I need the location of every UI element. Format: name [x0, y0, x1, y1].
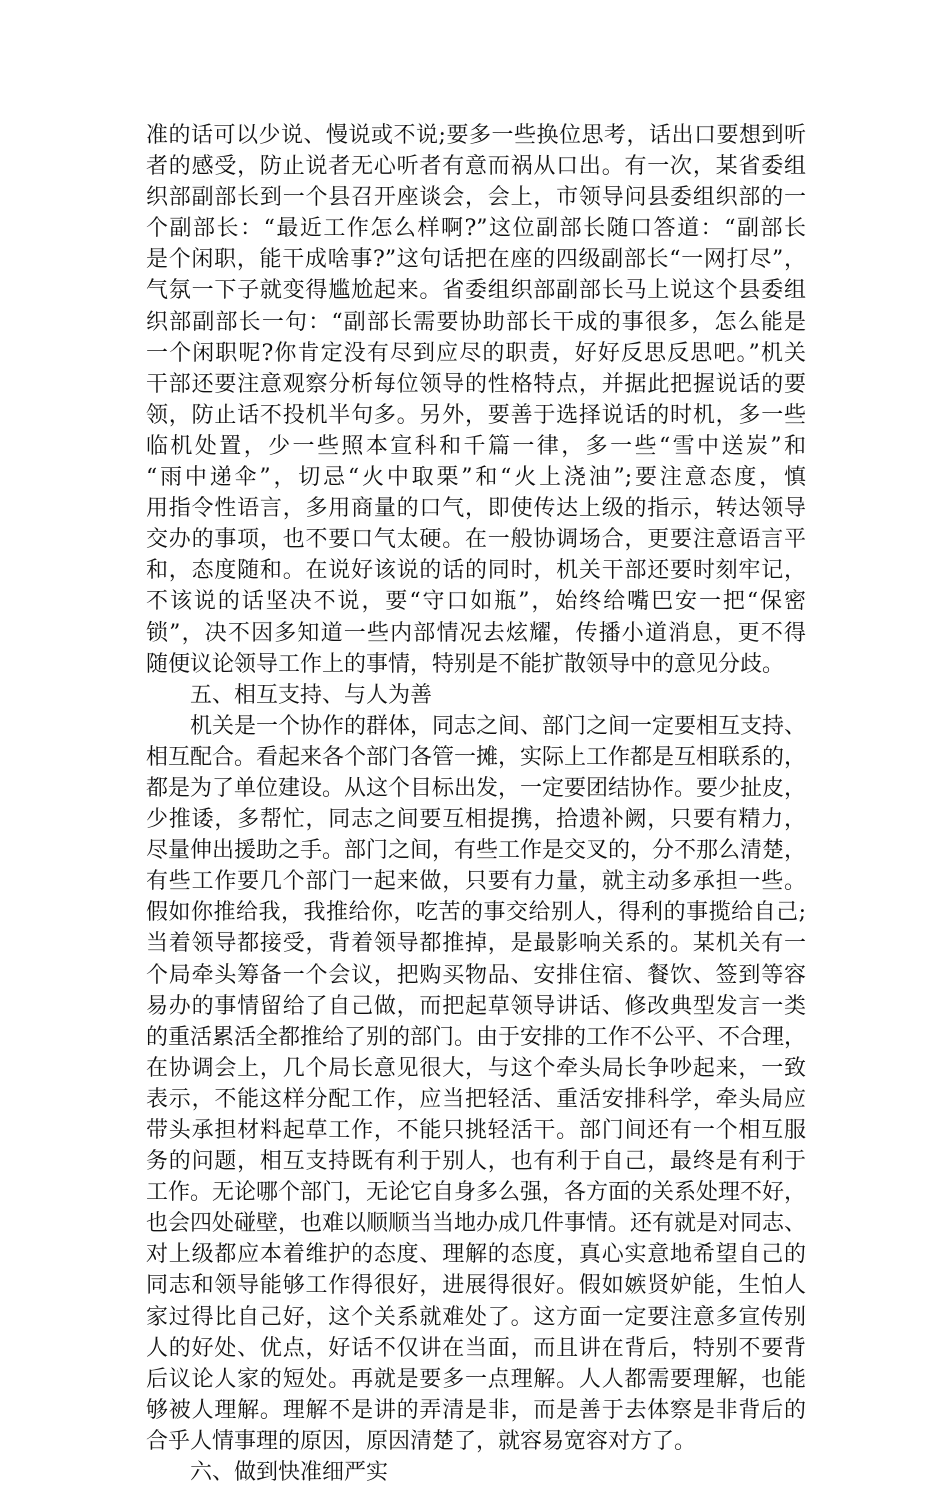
paragraph-line: 随便议论领导工作上的事情，特别是不能扩散领导中的意见分歧。 — [146, 651, 785, 677]
paragraph-line: 者的感受，防止说者无心听者有意而祸从口出。有一次，某省委组 — [146, 154, 806, 180]
paragraph-line: 家过得比自己好，这个关系就难处了。这方面一定要注意多宣传别 — [146, 1304, 806, 1330]
paragraph-line: 表示，不能这样分配工作，应当把轻活、重活安排科学，牵头局应 — [146, 1086, 806, 1112]
paragraph-line: 后议论人家的短处。再就是要多一点理解。人人都需要理解，也能 — [146, 1366, 806, 1392]
paragraph-line: 有些工作要几个部门一起来做，只要有力量，就主动多承担一些。 — [146, 869, 806, 895]
paragraph-line: 一个闲职呢?你肯定没有尽到应尽的职责，好好反思反思吧。”机关 — [146, 340, 806, 366]
paragraph-line: 合乎人情事理的原因，原因清楚了，就容易宽容对方了。 — [146, 1428, 697, 1454]
paragraph-line: “雨中递伞”，切忌“火中取栗”和“火上浇油”;要注意态度，慎 — [146, 465, 806, 491]
paragraph-line: 人的好处、优点，好话不仅讲在当面，而且讲在背后，特别不要背 — [146, 1335, 806, 1361]
paragraph-line: 当着领导都接受，背着领导都推掉，是最影响关系的。某机关有一 — [146, 931, 806, 957]
paragraph-line: 也会四处碰壁，也难以顺顺当当地办成几件事情。还有就是对同志、 — [146, 1211, 806, 1237]
paragraph-line: 交办的事项，也不要口气太硬。在一般协调场合，更要注意语言平 — [146, 527, 806, 553]
paragraph-line: 在协调会上，几个局长意见很大，与这个牵头局长争吵起来，一致 — [146, 1055, 806, 1081]
paragraph-line: 用指令性语言，多用商量的口气，即使传达上级的指示，转达领导 — [146, 496, 806, 522]
paragraph-line: 相互配合。看起来各个部门各管一摊，实际上工作都是互相联系的， — [146, 744, 806, 770]
paragraph-line: 织部副部长到一个县召开座谈会，会上，市领导问县委组织部的一 — [146, 185, 806, 211]
paragraph-line: 都是为了单位建设。从这个目标出发，一定要团结协作。要少扯皮， — [146, 775, 806, 801]
paragraph-line: 领，防止话不投机半句多。另外，要善于选择说话的时机，多一些 — [146, 402, 806, 428]
paragraph-1 — [146, 120, 806, 680]
paragraph-line: 织部副部长一句：“副部长需要协助部长干成的事很多，怎么能是 — [146, 309, 806, 335]
paragraph-line: 易办的事情留给了自己做，而把起草领导讲话、修改典型发言一类 — [146, 993, 806, 1019]
paragraph-line: 够被人理解。理解不是讲的弄清是非，而是善于去体察是非背后的 — [146, 1397, 806, 1423]
paragraph-line: 干部还要注意观察分析每位领导的性格特点，并据此把握说话的要 — [146, 371, 806, 397]
paragraph-line: 带头承担材料起草工作，不能只挑轻活干。部门间还有一个相互服 — [146, 1118, 806, 1143]
paragraph-line: 准的话可以少说、慢说或不说;要多一些换位思考，话出口要想到听 — [146, 123, 806, 148]
paragraph-line: 气氛一下子就变得尴尬起来。省委组织部副部长马上说这个县委组 — [146, 278, 806, 304]
paragraph-line: 临机处置，少一些照本宣科和千篇一律，多一些“雪中送炭”和 — [146, 433, 806, 459]
paragraph-line: 同志和领导能够工作得很好，进展得很好。假如嫉贤妒能，生怕人 — [146, 1273, 806, 1299]
paragraph-line: 机关是一个协作的群体，同志之间、部门之间一定要相互支持、 — [190, 713, 806, 739]
paragraph-2 — [146, 711, 806, 1457]
paragraph-line: 个副部长：“最近工作怎么样啊?”这位副部长随口答道：“副部长 — [146, 216, 806, 242]
document-page — [146, 120, 806, 1488]
paragraph-line: 锁”，决不因多知道一些内部情况去炫耀，传播小道消息，更不得 — [146, 620, 806, 646]
paragraph-line: 是个闲职，能干成啥事?”这句话把在座的四级副部长“一网打尽”， — [146, 247, 806, 273]
paragraph-line: 个局牵头筹备一个会议，把购买物品、安排住宿、餐饮、签到等容 — [146, 962, 806, 988]
paragraph-line: 少推诿，多帮忙，同志之间要互相提携，拾遗补阙，只要有精力， — [146, 807, 806, 833]
section-heading-5: 五、相互支持、与人为善 — [190, 682, 433, 708]
paragraph-line: 对上级都应本着维护的态度、理解的态度，真心实意地希望自己的 — [146, 1242, 806, 1268]
paragraph-line: 务的问题，相互支持既有利于别人，也有利于自己，最终是有利于 — [146, 1149, 806, 1175]
paragraph-line: 不该说的话坚决不说，要“守口如瓶”，始终给嘴巴安一把“保密 — [146, 589, 806, 615]
paragraph-line: 尽量伸出援助之手。部门之间，有些工作是交叉的，分不那么清楚， — [146, 838, 806, 864]
paragraph-line: 的重活累活全都推给了别的部门。由于安排的工作不公平、不合理， — [146, 1024, 806, 1050]
section-heading-6: 六、做到快准细严实 — [190, 1460, 389, 1486]
paragraph-line: 和，态度随和。在说好该说的话的同时，机关干部还要时刻牢记， — [146, 558, 806, 584]
paragraph-line: 假如你推给我，我推给你，吃苦的事交给别人，得利的事揽给自己; — [146, 900, 806, 926]
paragraph-line: 工作。无论哪个部门，无论它自身多么强，各方面的关系处理不好， — [146, 1180, 806, 1206]
